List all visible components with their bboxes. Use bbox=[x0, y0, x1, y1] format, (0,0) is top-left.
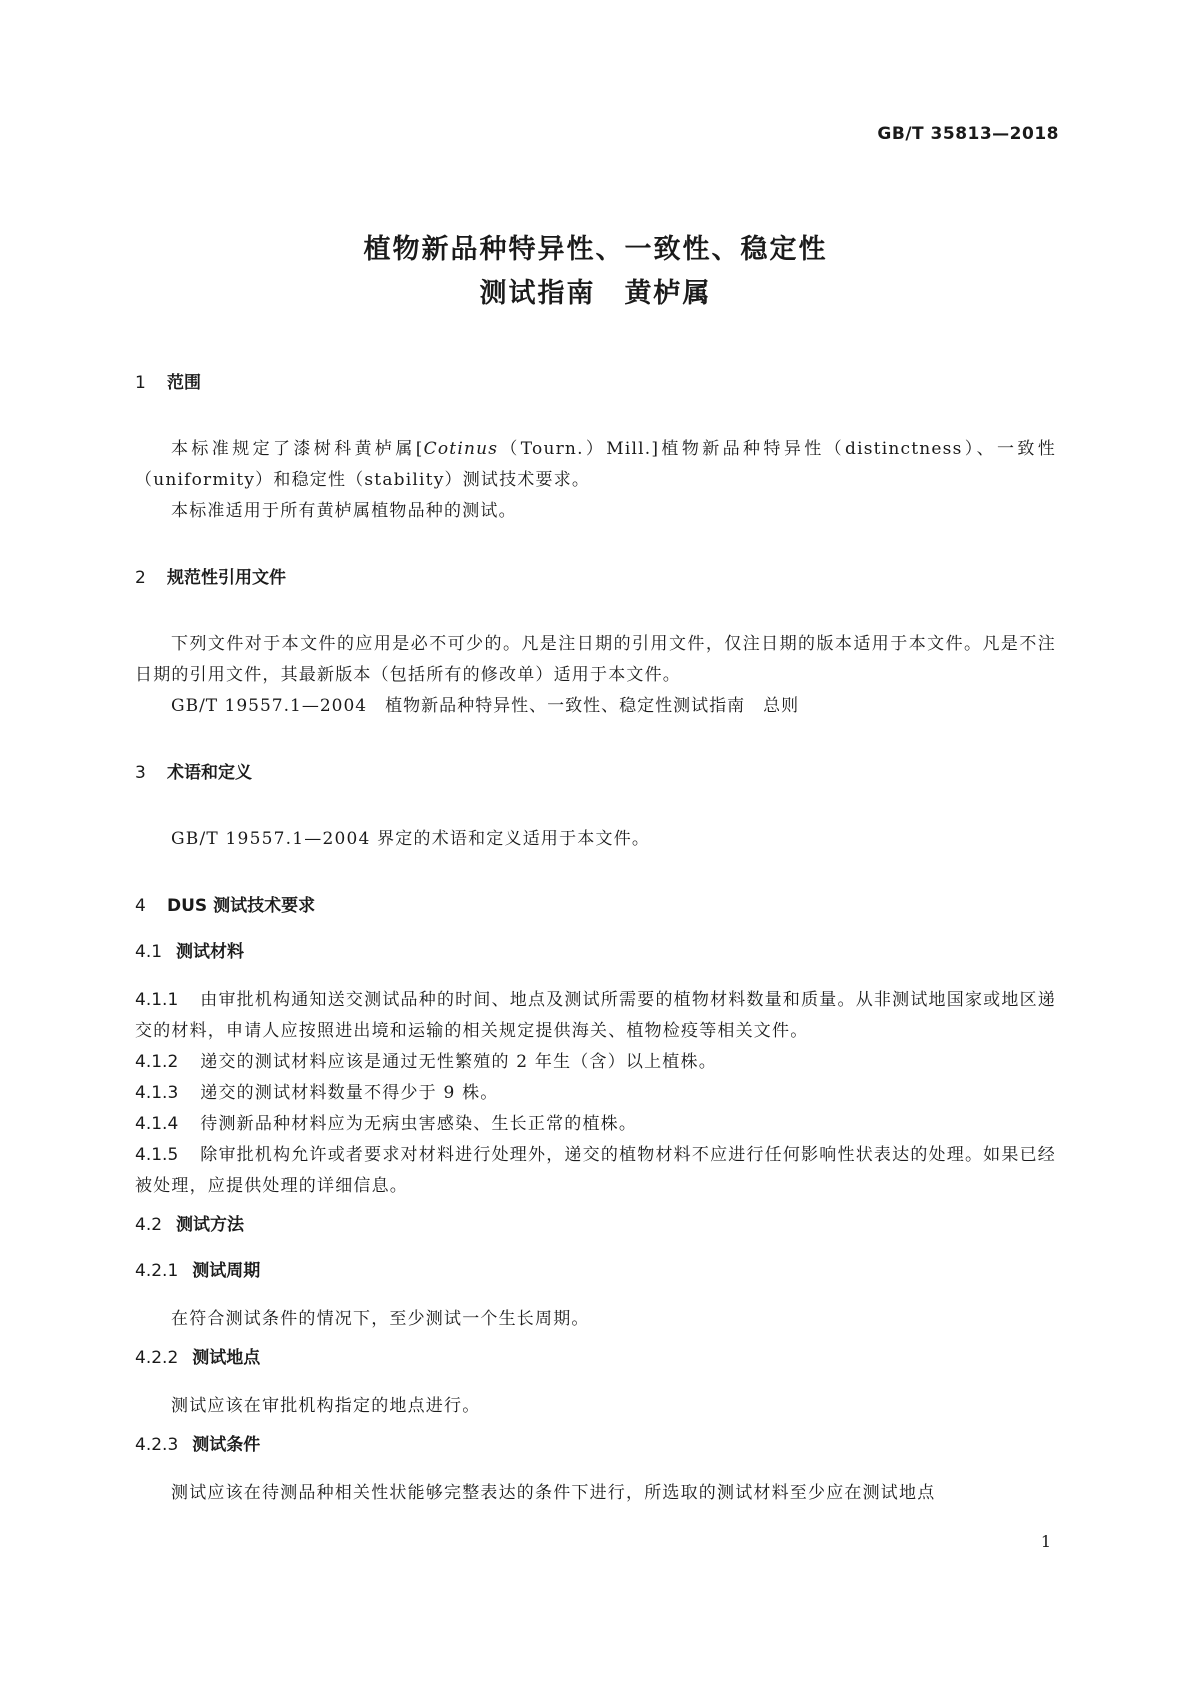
standard-number: GB/T 35813—2018 bbox=[877, 124, 1059, 144]
clause-number: 4.1.4 bbox=[135, 1114, 179, 1134]
section-4-2-number: 4.2 bbox=[135, 1215, 163, 1235]
section-4-1-heading bbox=[135, 939, 1056, 965]
section-4-heading bbox=[135, 893, 1056, 919]
section-1-heading bbox=[135, 370, 1056, 396]
section-4-2-1-heading bbox=[135, 1258, 1056, 1284]
section-1-paragraph-1 bbox=[135, 434, 1056, 496]
document-title bbox=[0, 228, 1191, 316]
section-1-title: 范围 bbox=[167, 373, 201, 393]
section-4-2-1-paragraph: 在符合测试条件的情况下，至少测试一个生长周期。 bbox=[171, 1309, 590, 1329]
section-4-title: DUS 测试技术要求 bbox=[167, 896, 316, 916]
section-4-2-2-title: 测试地点 bbox=[192, 1348, 261, 1368]
section-4-2-3-number: 4.2.3 bbox=[135, 1435, 179, 1455]
clause-number: 4.1.1 bbox=[135, 990, 179, 1010]
reference-code: GB/T 19557.1—2004 bbox=[171, 696, 368, 716]
section-4-2-2-number: 4.2.2 bbox=[135, 1348, 179, 1368]
clause-number: 4.1.3 bbox=[135, 1083, 179, 1103]
section-3-title: 术语和定义 bbox=[167, 763, 252, 783]
clause-number: 4.1.5 bbox=[135, 1145, 179, 1165]
scope-text-b: （Tourn.）Mill.]植物新品种特异性（distinctness）、一致性（uniformity）和稳定性（stability）测试技术要求。 bbox=[135, 439, 1056, 490]
scope-genus-italic: Cotinus bbox=[423, 439, 499, 459]
clause-4-1-2 bbox=[135, 1047, 1056, 1078]
clause-text: 递交的测试材料应该是通过无性繁殖的 2 年生（含）以上植株。 bbox=[200, 1052, 717, 1072]
section-3-number: 3 bbox=[135, 763, 146, 783]
document-body bbox=[135, 370, 1056, 1509]
section-4-2-1-number: 4.2.1 bbox=[135, 1261, 179, 1281]
clause-text: 由审批机构通知送交测试品种的时间、地点及测试所需要的植物材料数量和质量。从非测试地国家或地区递交的材料，申请人应按照进出境和运输的相关规定提供海关、植物检疫等相关文件。 bbox=[135, 990, 1056, 1041]
section-4-2-3-paragraph: 测试应该在待测品种相关性状能够完整表达的条件下进行，所选取的测试材料至少应在测试地点 bbox=[171, 1483, 936, 1503]
page-number: 1 bbox=[1040, 1532, 1051, 1551]
section-4-2-1-title: 测试周期 bbox=[192, 1261, 261, 1281]
section-4-1-number: 4.1 bbox=[135, 942, 163, 962]
title-line-2: 测试指南 黄栌属 bbox=[479, 278, 712, 309]
scope-text-a: 本标准规定了漆树科黄栌属[ bbox=[171, 439, 424, 459]
section-4-2-2-heading bbox=[135, 1345, 1056, 1371]
clause-4-1-4 bbox=[135, 1109, 1056, 1140]
clause-number: 4.1.2 bbox=[135, 1052, 179, 1072]
title-line-1: 植物新品种特异性、一致性、稳定性 bbox=[363, 234, 828, 265]
section-4-2-2-paragraph: 测试应该在审批机构指定的地点进行。 bbox=[171, 1396, 481, 1416]
section-1-number: 1 bbox=[135, 373, 146, 393]
reference-title: 植物新品种特异性、一致性、稳定性测试指南 总则 bbox=[385, 696, 800, 716]
section-2-heading bbox=[135, 565, 1056, 591]
section-4-2-3-heading bbox=[135, 1432, 1056, 1458]
section-4-2-heading bbox=[135, 1212, 1056, 1238]
clause-text: 待测新品种材料应为无病虫害感染、生长正常的植株。 bbox=[200, 1114, 638, 1134]
section-4-2-title: 测试方法 bbox=[176, 1215, 245, 1235]
section-4-2-3-title: 测试条件 bbox=[192, 1435, 261, 1455]
clause-4-1-5 bbox=[135, 1140, 1056, 1202]
normative-reference bbox=[135, 691, 1056, 722]
section-2-title: 规范性引用文件 bbox=[167, 568, 286, 588]
section-2-number: 2 bbox=[135, 568, 146, 588]
section-3-heading bbox=[135, 760, 1056, 786]
section-2-paragraph-1: 下列文件对于本文件的应用是必不可少的。凡是注日期的引用文件，仅注日期的版本适用于本文件。凡是不注日期的引用文件，其最新版本（包括所有的修改单）适用于本文件。 bbox=[135, 634, 1056, 685]
section-4-1-title: 测试材料 bbox=[176, 942, 245, 962]
clause-text: 除审批机构允许或者要求对材料进行处理外，递交的植物材料不应进行任何影响性状表达的处理。如果已经被处理，应提供处理的详细信息。 bbox=[135, 1145, 1056, 1196]
section-4-number: 4 bbox=[135, 896, 146, 916]
clause-4-1-1 bbox=[135, 985, 1056, 1047]
section-3-paragraph-1: GB/T 19557.1—2004 界定的术语和定义适用于本文件。 bbox=[171, 829, 651, 849]
clause-4-1-3 bbox=[135, 1078, 1056, 1109]
section-1-paragraph-2: 本标准适用于所有黄栌属植物品种的测试。 bbox=[171, 501, 517, 521]
clause-text: 递交的测试材料数量不得少于 9 株。 bbox=[200, 1083, 499, 1103]
